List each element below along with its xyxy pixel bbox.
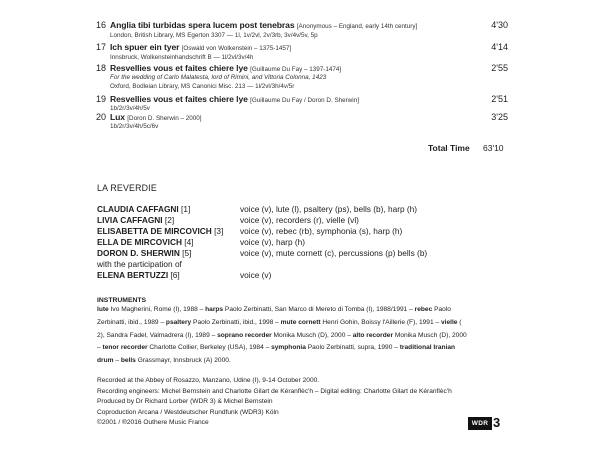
instrument-maker: –	[115, 357, 121, 365]
member-name-text: LIVIA CAFFAGNI	[97, 215, 163, 225]
track-source: London, British Library, MS Egerton 3307 — 1l, 1v/2vl, 2v/3rb, 3v/4v/5v, 5p	[110, 32, 318, 39]
track-source: Oxford, Bodleian Library, MS Canonici Misc. 213 — 1l/2vl/3h/4v/5r	[110, 83, 295, 90]
track-number: 20	[95, 112, 106, 122]
guest-tag: [6]	[170, 270, 180, 280]
track-duration: 2'55	[491, 63, 508, 73]
track-title-text: Ich spuer ein tyer	[110, 42, 180, 52]
track-title-text: Resvellies vous et faites chiere lye	[110, 63, 248, 73]
guest-name	[97, 270, 180, 280]
track-title	[110, 63, 341, 73]
track-duration: 4'14	[491, 42, 508, 52]
instrument-name: mute cornett	[280, 318, 323, 326]
member-role: voice (v), rebec (rb), symphonia (s), harp (h)	[240, 226, 403, 236]
member-tag: [2]	[164, 215, 175, 225]
ensemble-title: LA REVERDIE	[97, 183, 157, 193]
participation-note: with the participation of	[97, 259, 182, 269]
member-tag: [1]	[181, 204, 191, 214]
instrument-name: harps	[205, 306, 225, 313]
wdr-logo-text: WDR	[471, 420, 489, 427]
track-note	[110, 74, 326, 81]
member-name	[97, 248, 191, 258]
instrument-name: traditional Iranian	[399, 344, 456, 352]
wdr-logo-number: 3	[493, 415, 501, 430]
track-title-text: Lux	[110, 112, 125, 122]
track-credit: [Oswald von Wolkenstein – 1375-1457]	[181, 45, 292, 52]
instruments-line	[97, 304, 467, 317]
instrument-maker: Paolo	[434, 306, 451, 313]
member-name	[97, 237, 194, 247]
member-name-text: ELLA DE MIRCOVICH	[97, 237, 182, 247]
track-duration: 3'25	[491, 112, 508, 122]
track-credit: [Doron D. Sherwin – 2000]	[127, 115, 202, 122]
instrument-maker: Ivo Magherini, Rome (I), 1988 –	[110, 306, 206, 313]
track-duration: 4'30	[491, 20, 508, 30]
track-source: 1b/2r/3v/4h/5v	[110, 105, 150, 112]
recording-line: Produced by Dr Richard Lorber (WDR 3) & Michel Bernstein	[97, 398, 273, 406]
member-tag: [4]	[184, 237, 194, 247]
instrument-maker: Monika Musch (D), 2000 –	[273, 331, 353, 339]
instrument-name: symphonia	[271, 344, 308, 352]
instrument-name: tenor recorder	[102, 344, 150, 352]
guest-role: voice (v)	[240, 270, 272, 280]
member-name	[97, 226, 223, 236]
guest-name-text: ELENA BERTUZZI	[97, 270, 169, 280]
instrument-name: alto recorder	[352, 331, 395, 339]
member-role: voice (v), lute (l), psaltery (ps), bells (b), harp (h)	[240, 204, 418, 214]
member-role: voice (v), recorders (r), vielle (vl)	[240, 215, 359, 225]
track-title-text: Anglia tibi turbidas spera lucem post tenebras	[110, 20, 295, 30]
track-number: 19	[95, 94, 106, 104]
instrument-maker: Monika Musch (D), 2000	[394, 331, 467, 339]
recording-line: ©2001 / ®2016 Outhere Music France	[97, 419, 209, 427]
recording-line: Recorded at the Abbey of Rosazzo, Manzano, Udine (I), 9-14 October 2000.	[97, 377, 320, 384]
instrument-maker: Paolo Zerbinatti, ibid., 1998 –	[193, 318, 281, 326]
track-title	[110, 42, 291, 52]
track-source: 1b/2r/3v/4h/5c/6v	[110, 123, 159, 130]
track-duration: 2'51	[491, 94, 508, 104]
track-title-text: Resvellies vous et faites chiere lye	[110, 94, 248, 104]
instrument-maker: –	[97, 344, 103, 352]
track-title	[110, 94, 359, 104]
recording-credits	[97, 376, 452, 429]
track-number: 17	[95, 42, 106, 52]
track-number: 16	[95, 20, 106, 30]
instrument-maker: Henri Gohin, Boissy l'Aillerie (F), 1991 –	[322, 318, 441, 326]
wdr-logo	[468, 417, 492, 430]
member-role: voice (v), mute cornett (c), percussions (p) bells (b)	[240, 248, 428, 258]
instrument-name: lute	[97, 306, 111, 313]
instruments-heading: INSTRUMENTS	[97, 297, 147, 304]
total-time-value: 63'10	[483, 143, 504, 153]
instrument-maker: Paolo Zerbinatti, San Marco di Mereto di Tomba (I), 1988/1991 –	[224, 306, 415, 313]
total-time-label: Total Time	[428, 143, 470, 153]
member-name	[97, 215, 174, 225]
instrument-name: bells	[120, 357, 138, 365]
track-source: Innsbruck, Wolkensteinhandschrift B — 1l/2vl/3v/4h	[110, 54, 254, 61]
member-name-text: ELISABETTA DE MIRCOVICH	[97, 226, 212, 236]
instruments-line	[97, 330, 467, 343]
instruments-line	[97, 342, 467, 355]
member-name-text: DORON D. SHERWIN	[97, 248, 180, 258]
instrument-name: rebec	[414, 306, 435, 313]
instrument-maker: Charlotte Collier, Berkeley (USA), 1984 –	[149, 344, 272, 352]
instrument-maker: Grassmayr, Innsbruck (A) 2000.	[137, 357, 231, 365]
recording-line: Recording engineers: Michel Bernstein and Charlotte Gilart de Kéranflèc'h – Digital editing: Charlotte Gilart de Kéranflèc'h	[97, 387, 452, 395]
instruments-line	[97, 317, 467, 330]
track-credit: [Anonymous – England, early 14th century]	[296, 23, 418, 30]
instrument-name: drum	[97, 357, 116, 365]
member-role: voice (v), harp (h)	[240, 237, 306, 247]
member-name	[97, 204, 190, 214]
member-tag: [5]	[182, 248, 192, 258]
instruments-line	[97, 355, 467, 368]
recording-line: Coproduction Arcana / Westdeutscher Rundfunk (WDR3) Köln	[97, 408, 279, 416]
member-tag: [3]	[214, 226, 224, 236]
track-number: 18	[95, 63, 106, 73]
track-note-text: For the wedding of Carlo Malatesta, lord of Rimini, and Vittoria Colonna, 1423	[110, 74, 327, 81]
track-credit: [Guillaume Du Fay – 1397-1474]	[250, 66, 342, 73]
instrument-maker: Paolo Zerbinatti, supra, 1990 –	[307, 344, 400, 352]
track-credit: [Guillaume Du Fay / Doron D. Sherwin]	[250, 97, 359, 104]
instruments-paragraph	[97, 304, 467, 368]
instrument-maker: 2), Sandra Fadel, Valmadrera (I), 1989 –	[97, 331, 218, 339]
instrument-maker: Zerbinatti, ibid., 1989 –	[97, 318, 166, 326]
instrument-name: vielle	[440, 318, 460, 326]
instrument-name: soprano recorder	[217, 331, 274, 339]
member-name-text: CLAUDIA CAFFAGNI	[97, 204, 179, 214]
instrument-maker: (	[459, 318, 462, 326]
track-title	[110, 20, 417, 30]
track-title	[110, 112, 202, 122]
instrument-name: psaltery	[165, 318, 194, 326]
